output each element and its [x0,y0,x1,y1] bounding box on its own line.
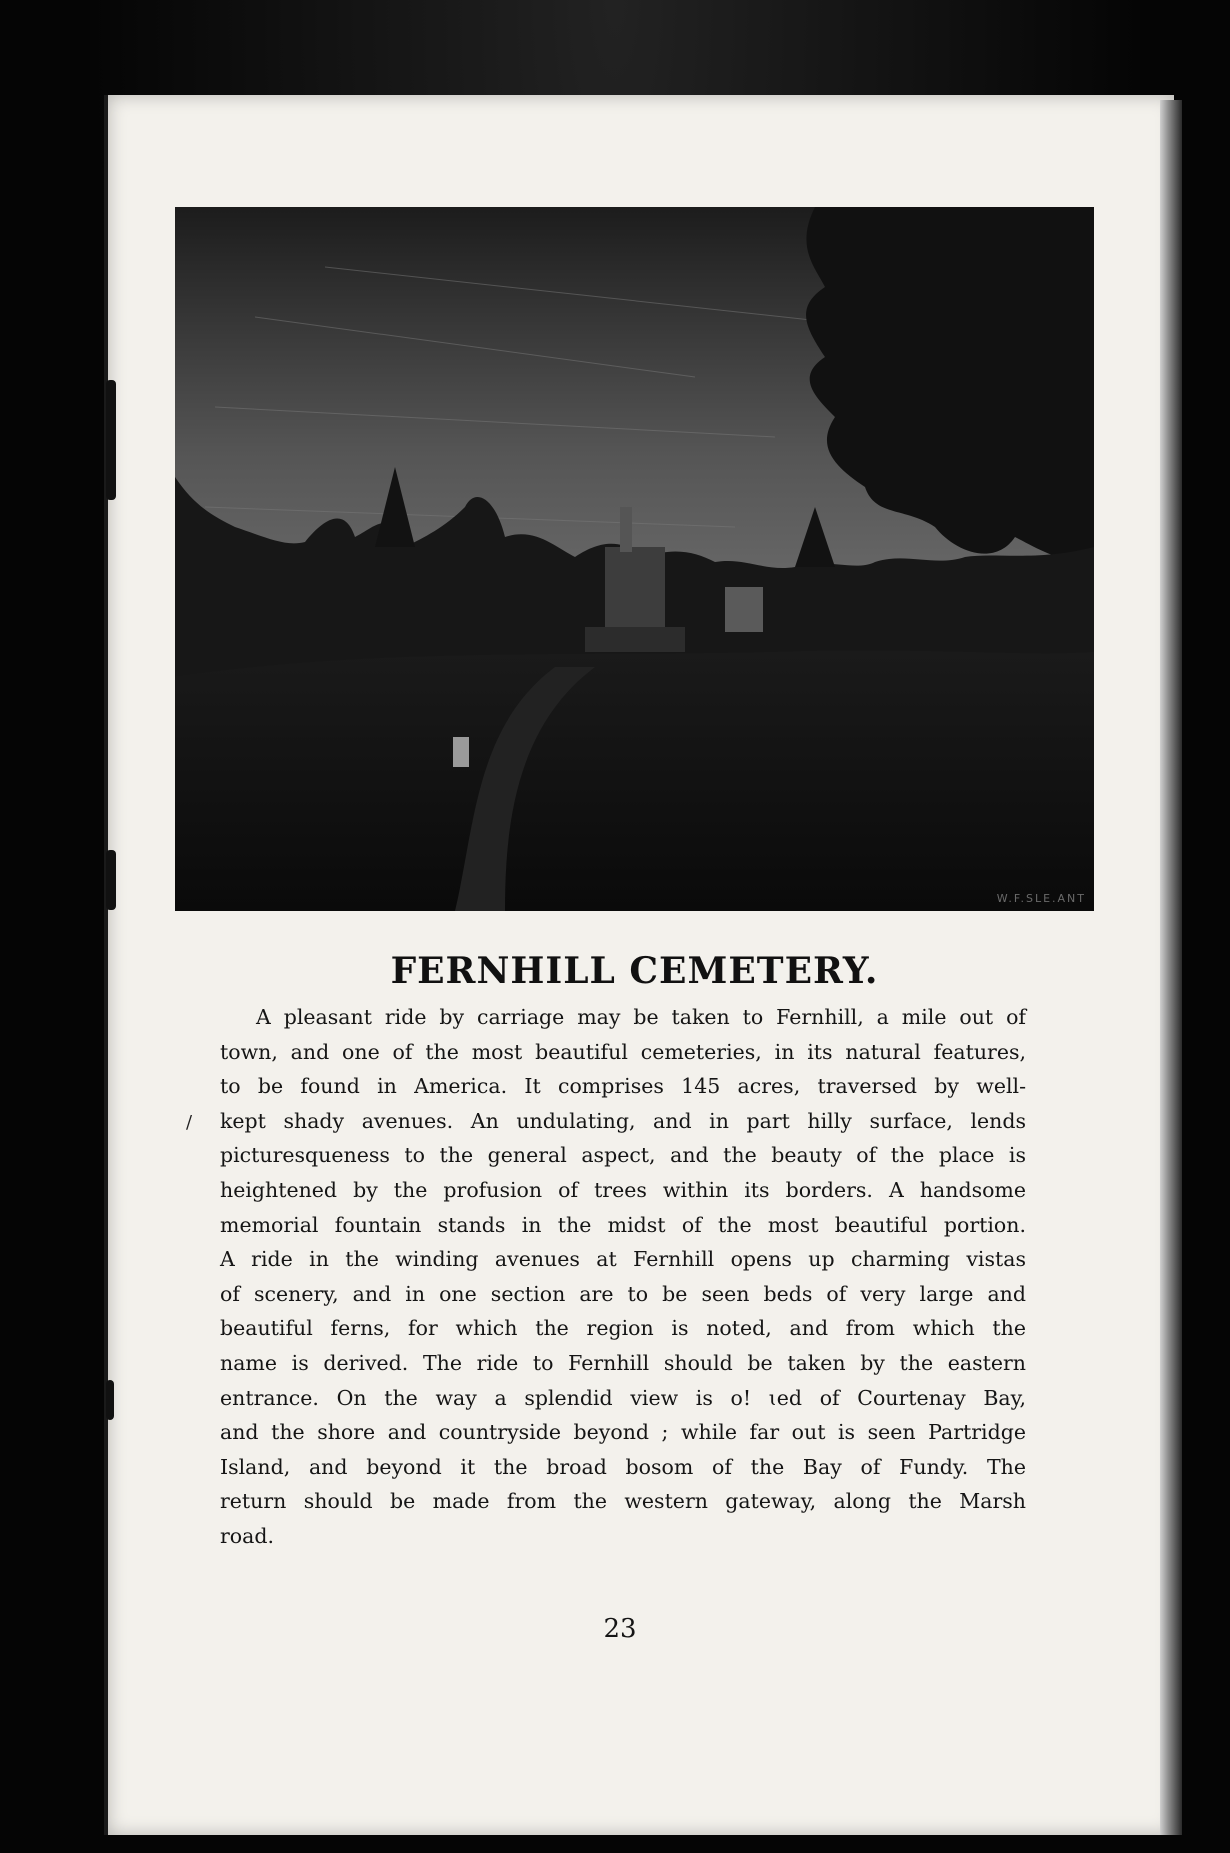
cemetery-photograph [175,207,1094,911]
gutter-mark [106,1380,114,1420]
text-line: of scenery, and in one section are to be seen beds of very large and [220,1281,1026,1306]
page-number: 23 [603,1614,637,1644]
photo-credit: W.F.SLE.ANT [996,892,1086,905]
text-line: memorial fountain stands in the midst of the most beautiful portion. [220,1212,1026,1237]
text-line: beautiful ferns, for which the region is noted, and from which the [220,1316,1026,1341]
photo-scene [175,207,1094,911]
page-title: FERNHILL CEMETERY. [390,950,879,992]
text-line: town, and one of the most beautiful cemeteries, in its natural features, [220,1039,1026,1064]
gutter-mark [106,380,116,500]
text-line: road. [220,1523,275,1548]
text-line: A ride in the winding avenues at Fernhill opens up charming vistas [220,1247,1026,1272]
gutter-mark [106,850,116,910]
text-line: and the shore and countryside beyond ; while far out is seen Partridge [220,1420,1026,1445]
lawn [175,651,1094,911]
monument [725,587,763,632]
text-line: picturesqueness to the general aspect, and the beauty of the place is [220,1143,1026,1168]
text-line: Island, and beyond it the broad bosom of the Bay of Fundy. The [220,1454,1026,1479]
article-body [220,1000,1026,1554]
stray-mark: / [186,1112,193,1133]
text-line: entrance. On the way a splendid view is o! ɩed of Courtenay Bay, [220,1385,1026,1410]
text-line: return should be made from the western gateway, along the Marsh [220,1489,1026,1514]
small-marker [453,737,469,767]
text-line: kept shady avenues. An undulating, and in part hilly surface, lends [220,1108,1026,1133]
text-line: heightened by the profusion of trees within its borders. A handsome [220,1177,1026,1202]
text-line: to be found in America. It comprises 145 acres, traversed by well- [220,1074,1026,1099]
text-line: A pleasant ride by carriage may be taken to Fernhill, a mile out of [256,1005,1026,1029]
page-right-edge [1160,100,1182,1835]
text-line: name is derived. The ride to Fernhill should be taken by the eastern [220,1350,1026,1375]
